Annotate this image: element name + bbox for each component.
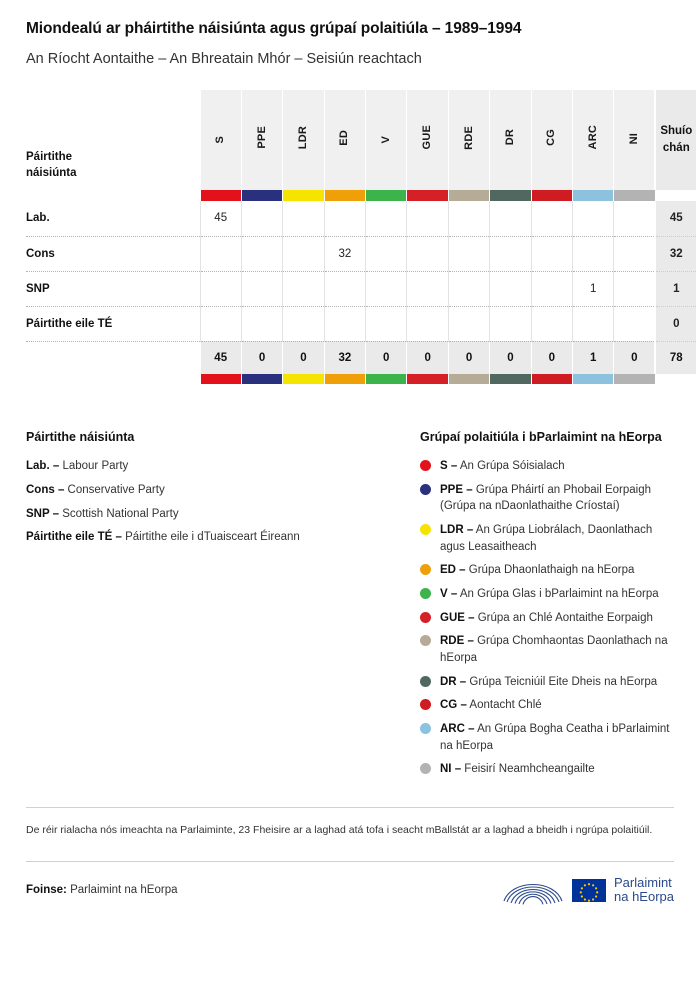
group-color-dot-icon xyxy=(420,763,431,774)
national-party-item xyxy=(26,482,420,500)
strip-blank xyxy=(26,190,200,201)
eu-flag-icon xyxy=(572,879,606,902)
table-row xyxy=(26,271,696,306)
cell-cons-ni xyxy=(614,236,655,271)
color-strip-bottom xyxy=(26,374,696,384)
page-subtitle: An Ríocht Aontaithe – An Bhreatain Mhór – Seisiún reachtach xyxy=(26,51,422,67)
cell-lab--cg xyxy=(531,201,572,236)
political-group-name: An Grúpa Bogha Ceatha i bParlaimint na hEorpa xyxy=(440,723,670,752)
political-group-name: Grúpa Dhaonlathaigh na hEorpa xyxy=(468,564,635,577)
sum-row-blank xyxy=(26,341,200,374)
cell-cons-arc xyxy=(573,236,614,271)
column-header-dr xyxy=(490,90,531,190)
color-swatch-v xyxy=(366,190,407,201)
sum-v: 0 xyxy=(366,341,407,374)
political-group-abbr: CG – xyxy=(440,699,467,712)
strip-total-blank xyxy=(655,190,696,201)
cell-lab--ed xyxy=(324,201,365,236)
sum-ed: 32 xyxy=(324,341,365,374)
cell-lab--arc xyxy=(573,201,614,236)
cell-lab--v xyxy=(366,201,407,236)
cell-snp-rde xyxy=(448,271,489,306)
political-group-item xyxy=(420,674,674,691)
political-group-item xyxy=(420,522,674,555)
column-header-label: NI xyxy=(627,132,640,144)
cell-p-irtithe-eile-t--rde xyxy=(448,306,489,341)
color-strip-top xyxy=(26,190,696,201)
political-group-abbr: DR – xyxy=(440,675,467,688)
cell-snp-ni xyxy=(614,271,655,306)
group-color-dot-icon xyxy=(420,460,431,471)
page-title: Miondealú ar pháirtithe náisiúnta agus grúpaí polaitiúla – 1989–1994 xyxy=(26,20,522,37)
color-swatch-bottom-gue xyxy=(407,374,448,384)
color-swatch-bottom-ni xyxy=(614,374,655,384)
national-party-item xyxy=(26,458,420,476)
cell-snp-ppe xyxy=(241,271,282,306)
political-group-text xyxy=(440,721,674,754)
national-party-item xyxy=(26,529,420,547)
procedural-note: De réir rialacha nós imeachta na Parlaiminte, 23 Fheisire ar a laghad atá tofa i seacht mBallstát ar a laghad a bheidh i ngrúpa polaitiúil. xyxy=(26,824,653,837)
political-group-abbr: S – xyxy=(440,460,458,472)
color-swatch-bottom-v xyxy=(366,374,407,384)
political-group-text xyxy=(440,697,542,714)
national-party-abbr: Lab. – xyxy=(26,460,60,472)
political-group-text xyxy=(440,610,653,627)
political-group-item xyxy=(420,721,674,754)
cell-lab--dr xyxy=(490,201,531,236)
column-header-rde xyxy=(448,90,489,190)
group-color-dot-icon xyxy=(420,635,431,646)
political-group-name: Grúpa Pháirtí an Phobail Eorpaigh (Grúpa na nDaonlathaithe Críostaí) xyxy=(440,483,651,513)
cell-cons-dr xyxy=(490,236,531,271)
color-swatch-bottom-rde xyxy=(448,374,489,384)
row-total: 0 xyxy=(655,306,696,341)
cell-p-irtithe-eile-t--arc xyxy=(573,306,614,341)
sum-arc: 1 xyxy=(573,341,614,374)
sum-ldr: 0 xyxy=(283,341,324,374)
table-sum-row xyxy=(26,341,696,374)
sum-dr: 0 xyxy=(490,341,531,374)
ep-logo-lines-icon xyxy=(502,875,564,905)
column-header-label: RDE xyxy=(462,125,475,150)
breakdown-table-wrapper xyxy=(26,90,693,384)
color-swatch-bottom-ppe xyxy=(241,374,282,384)
political-group-text xyxy=(440,458,565,475)
color-swatch-ldr xyxy=(283,190,324,201)
political-group-name: Feisirí Neamhcheangailte xyxy=(464,763,595,776)
national-party-abbr: Cons – xyxy=(26,483,65,496)
sum-cg: 0 xyxy=(531,341,572,374)
cell-snp-v xyxy=(366,271,407,306)
cell-p-irtithe-eile-t--s xyxy=(200,306,241,341)
row-label: SNP xyxy=(26,271,200,306)
ep-logo xyxy=(502,875,674,905)
strip-blank xyxy=(26,374,200,384)
national-party-item xyxy=(26,506,420,524)
group-color-dot-icon xyxy=(420,588,431,599)
cell-cons-gue xyxy=(407,236,448,271)
political-group-item xyxy=(420,610,674,627)
table-row xyxy=(26,201,696,236)
political-group-name: Grúpa Teicniúil Eite Dheis na hEorpa xyxy=(469,675,658,688)
source-text xyxy=(26,884,178,896)
color-swatch-ed xyxy=(324,190,365,201)
ep-logo-line2: na hEorpa xyxy=(614,889,674,905)
row-total: 45 xyxy=(655,201,696,236)
group-color-dot-icon xyxy=(420,699,431,710)
political-group-abbr: V – xyxy=(440,588,458,601)
column-header-ldr xyxy=(283,90,324,190)
cell-cons-s xyxy=(200,236,241,271)
row-header-cell xyxy=(26,90,200,190)
color-swatch-bottom-dr xyxy=(490,374,531,384)
political-group-item xyxy=(420,458,674,475)
group-color-dot-icon xyxy=(420,564,431,575)
cell-snp-arc: 1 xyxy=(573,271,614,306)
political-group-abbr: ED – xyxy=(440,564,466,577)
cell-cons-v xyxy=(366,236,407,271)
column-header-label: CG xyxy=(545,129,558,146)
color-swatch-bottom-ed xyxy=(324,374,365,384)
sum-ni: 0 xyxy=(614,341,655,374)
source-value: Parlaimint na hEorpa xyxy=(70,884,178,897)
political-group-name: Grúpa Chomhaontas Daonlathach na hEorpa xyxy=(440,635,668,665)
legend-political-groups xyxy=(420,430,674,785)
color-swatch-bottom-s xyxy=(200,374,241,384)
cell-cons-ed: 32 xyxy=(324,236,365,271)
color-swatch-bottom-arc xyxy=(573,374,614,384)
cell-lab--s: 45 xyxy=(200,201,241,236)
political-group-text xyxy=(440,674,657,691)
national-party-name: Páirtithe eile i dTuaisceart Éireann xyxy=(125,531,300,544)
column-header-label: PPE xyxy=(255,126,268,149)
sum-s: 45 xyxy=(200,341,241,374)
group-color-dot-icon xyxy=(420,612,431,623)
cell-p-irtithe-eile-t--ldr xyxy=(283,306,324,341)
table-body xyxy=(26,201,696,341)
group-color-dot-icon xyxy=(420,723,431,734)
color-swatch-s xyxy=(200,190,241,201)
national-party-name: Conservative Party xyxy=(67,483,165,496)
political-group-name: An Grúpa Glas i bParlaimint na hEorpa xyxy=(459,588,659,601)
column-header-label: GUE xyxy=(421,125,434,150)
column-header-s xyxy=(200,90,241,190)
row-header-line1: Páirtithe xyxy=(26,150,73,163)
cell-snp-gue xyxy=(407,271,448,306)
row-label: Lab. xyxy=(26,201,200,236)
sum-ppe: 0 xyxy=(241,341,282,374)
color-swatch-bottom-cg xyxy=(531,374,572,384)
color-swatch-ppe xyxy=(241,190,282,201)
legend-national-parties xyxy=(26,430,420,785)
political-group-abbr: ARC – xyxy=(440,723,475,736)
column-header-arc xyxy=(573,90,614,190)
cell-p-irtithe-eile-t--gue xyxy=(407,306,448,341)
political-group-abbr: RDE – xyxy=(440,635,474,648)
column-header-label: V xyxy=(379,136,392,144)
political-group-item xyxy=(420,761,674,778)
political-group-name: An Grúpa Sóisialach xyxy=(459,460,565,472)
column-header-label: S xyxy=(214,136,227,144)
political-group-item xyxy=(420,562,674,579)
cell-snp-cg xyxy=(531,271,572,306)
political-group-text xyxy=(440,586,659,603)
column-header-label: LDR xyxy=(296,125,309,150)
political-group-text xyxy=(440,761,595,778)
color-swatch-rde xyxy=(448,190,489,201)
political-group-item xyxy=(420,482,674,515)
color-swatch-dr xyxy=(490,190,531,201)
total-header-line2: chán xyxy=(662,142,690,154)
table-footer xyxy=(26,341,696,384)
sum-gue: 0 xyxy=(407,341,448,374)
column-header-ni xyxy=(614,90,655,190)
column-header-label: DR xyxy=(503,129,516,146)
cell-p-irtithe-eile-t--ppe xyxy=(241,306,282,341)
political-group-text xyxy=(440,482,674,515)
column-header-total xyxy=(655,90,696,190)
sum-rde: 0 xyxy=(448,341,489,374)
cell-cons-ppe xyxy=(241,236,282,271)
column-header-gue xyxy=(407,90,448,190)
total-header-line1: Shuío xyxy=(660,125,693,138)
cell-lab--gue xyxy=(407,201,448,236)
legend-groups-title: Grúpaí polaitiúla i bParlaimint na hEorpa xyxy=(420,430,662,444)
political-group-name: An Grúpa Liobrálach, Daonlathach agus Leasaitheach xyxy=(440,524,653,553)
grand-total: 78 xyxy=(655,341,696,374)
ep-logo-text xyxy=(614,876,674,906)
cell-snp-ed xyxy=(324,271,365,306)
table-row xyxy=(26,236,696,271)
column-header-label: ARC xyxy=(586,125,599,150)
national-party-name: Scottish National Party xyxy=(62,507,179,520)
row-label: Cons xyxy=(26,236,200,271)
color-swatch-cg xyxy=(531,190,572,201)
color-swatch-ni xyxy=(614,190,655,201)
cell-cons-cg xyxy=(531,236,572,271)
cell-snp-ldr xyxy=(283,271,324,306)
political-group-text xyxy=(440,562,634,579)
table-row xyxy=(26,306,696,341)
legend-section xyxy=(26,430,674,785)
cell-p-irtithe-eile-t--cg xyxy=(531,306,572,341)
color-swatch-gue xyxy=(407,190,448,201)
color-swatch-arc xyxy=(573,190,614,201)
cell-lab--ni xyxy=(614,201,655,236)
political-group-text xyxy=(440,633,674,666)
group-color-dot-icon xyxy=(420,484,431,495)
political-group-abbr: PPE – xyxy=(440,483,473,496)
group-color-dot-icon xyxy=(420,676,431,687)
national-party-name: Labour Party xyxy=(62,460,129,472)
row-total: 1 xyxy=(655,271,696,306)
source-row xyxy=(26,875,674,905)
row-total: 32 xyxy=(655,236,696,271)
ep-logo-line1: Parlaimint xyxy=(614,874,672,890)
cell-snp-dr xyxy=(490,271,531,306)
group-color-dot-icon xyxy=(420,524,431,535)
cell-snp-s xyxy=(200,271,241,306)
breakdown-table xyxy=(26,90,696,384)
strip-total-blank xyxy=(655,374,696,384)
legend-national-title: Páirtithe náisiúnta xyxy=(26,430,135,444)
column-header-v xyxy=(366,90,407,190)
row-header-line2: náisiúnta xyxy=(26,167,77,180)
column-header-ed xyxy=(324,90,365,190)
row-label: Páirtithe eile TÉ xyxy=(26,306,200,341)
column-header-ppe xyxy=(241,90,282,190)
national-party-abbr: SNP – xyxy=(26,507,60,520)
cell-cons-rde xyxy=(448,236,489,271)
political-group-item xyxy=(420,697,674,714)
cell-lab--rde xyxy=(448,201,489,236)
political-group-abbr: LDR – xyxy=(440,524,474,537)
divider-top xyxy=(26,807,674,808)
cell-lab--ldr xyxy=(283,201,324,236)
cell-p-irtithe-eile-t--dr xyxy=(490,306,531,341)
political-group-name: Grúpa an Chlé Aontaithe Eorpaigh xyxy=(477,611,653,624)
column-header-label: ED xyxy=(338,129,351,146)
political-group-abbr: GUE – xyxy=(440,611,475,624)
cell-cons-ldr xyxy=(283,236,324,271)
table-header-row xyxy=(26,90,696,190)
source-label: Foinse: xyxy=(26,884,67,897)
political-group-abbr: NI – xyxy=(440,763,462,776)
political-group-item xyxy=(420,586,674,603)
column-header-cg xyxy=(531,90,572,190)
national-party-abbr: Páirtithe eile TÉ – xyxy=(26,531,122,544)
color-swatch-bottom-ldr xyxy=(283,374,324,384)
political-group-text xyxy=(440,522,674,555)
cell-p-irtithe-eile-t--ed xyxy=(324,306,365,341)
cell-p-irtithe-eile-t--v xyxy=(366,306,407,341)
political-group-name: Aontacht Chlé xyxy=(469,699,542,712)
cell-lab--ppe xyxy=(241,201,282,236)
political-group-item xyxy=(420,633,674,666)
cell-p-irtithe-eile-t--ni xyxy=(614,306,655,341)
divider-bottom xyxy=(26,861,674,862)
